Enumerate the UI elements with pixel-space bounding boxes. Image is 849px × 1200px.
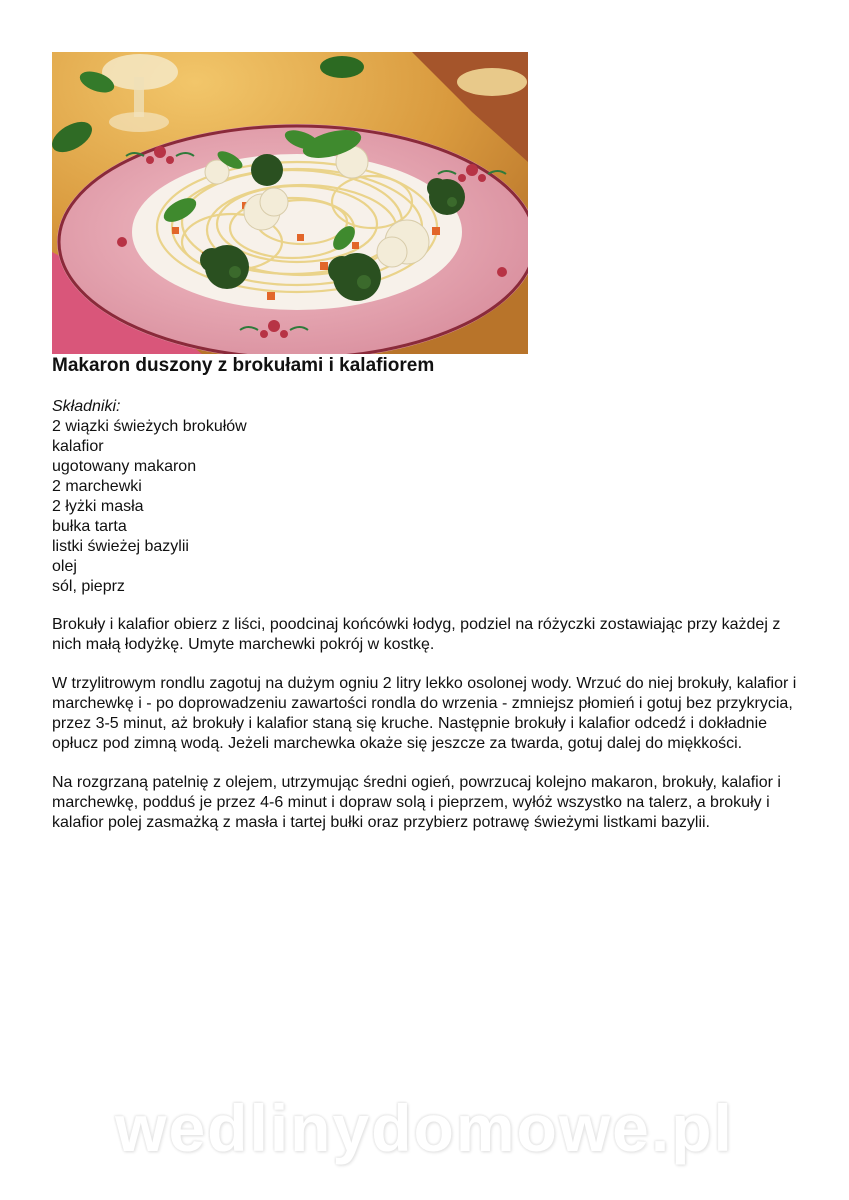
ingredient-item: ugotowany makaron	[52, 458, 197, 475]
ingredient-item: olej	[52, 558, 77, 575]
step-paragraph: W trzylitrowym rondlu zagotuj na dużym ogniu 2 litry lekko osolonej wody. Wrzuć do niej brokuły, kalafior i marchewkę i - po doprowadzeniu zawartości rondla do wrzenia - zmniejsz płomień i gotuj bez przykrycia, przez 3-5 minut, aż brokuły i kalafior staną się kruche. Następnie brokuły i kalafior odcedź i dokładnie opłucz pod zimną wodą. Jeżeli marchewka okaże się jeszcze za twarda, gotuj dalej do miękkości.	[52, 675, 797, 752]
ingredient-item: bułka tarta	[52, 518, 127, 535]
recipe-photo	[52, 52, 528, 354]
ingredients-list	[52, 417, 247, 597]
step-paragraph: Na rozgrzaną patelnię z olejem, utrzymując średni ogień, powrzucaj kolejno makaron, brokuły, kalafior i marchewkę, podduś je przez 4-6 minut i dopraw solą i pieprzem, wyłóż wszystko na talerz, a brokuły i kalafior polej zasmażką z masła i tartej bułki oraz przybierz potrawę świeżymi listkami bazylii.	[52, 774, 781, 831]
ingredient-item: listki świeżej bazylii	[52, 538, 189, 555]
ingredient-item: 2 łyżki masła	[52, 498, 144, 515]
ingredient-item: sól, pieprz	[52, 578, 125, 595]
ingredients-label: Składniki:	[52, 398, 121, 415]
recipe-title: Makaron duszony z brokułami i kalafiorem	[52, 355, 435, 376]
ingredient-item: 2 wiązki świeżych brokułów	[52, 418, 247, 435]
ingredient-item: 2 marchewki	[52, 478, 142, 495]
preparation-steps	[52, 615, 802, 852]
watermark: wedlinydomowe.pl	[115, 1091, 734, 1165]
step-paragraph: Brokuły i kalafior obierz z liści, poodcinaj końcówki łodyg, podziel na różyczki zostawiając przy każdej z nich małą łodyżkę. Umyte marchewki pokrój w kostkę.	[52, 616, 781, 653]
ingredient-item: kalafior	[52, 438, 104, 455]
ingredients-section	[52, 397, 247, 597]
